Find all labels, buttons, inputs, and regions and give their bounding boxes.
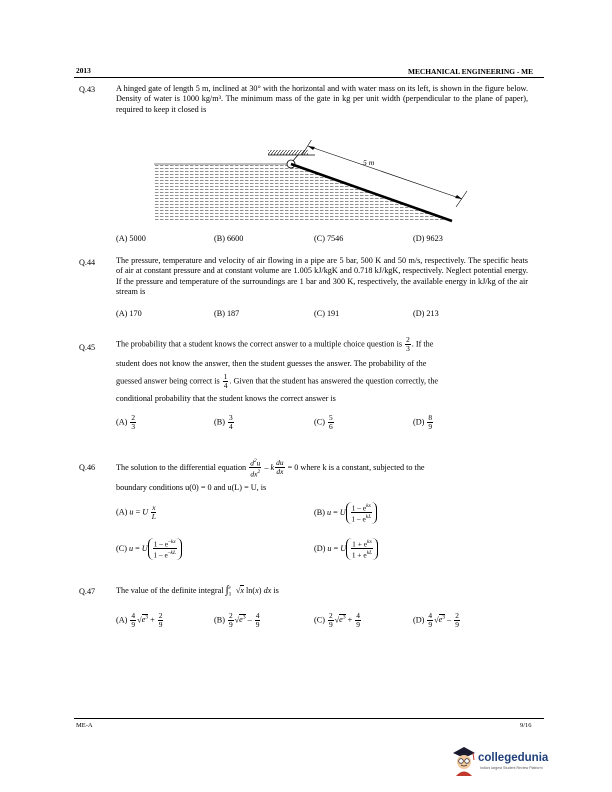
q45-option-a[interactable]: (A) $\frac{2}{3}$: [116, 413, 136, 431]
footer-rule: [74, 718, 544, 719]
q43-text: A hinged gate of length 5 m, inclined at 30° with the horizontal and with water mass on its left, is shown in the figure below. Density of water is 1000 kg/m³. The minimum mass of the gate in kg per unit width (perpendicular to the plane of paper), required to keep it closed is: [116, 84, 528, 114]
brand-tagline: India's largest Student Review Platform: [480, 766, 543, 770]
q46-option-b[interactable]: (B) u = U $\frac{1 - e^{kx}}{1 - e^{kL}}$: [314, 502, 377, 524]
q43-option-d[interactable]: (D) 9623: [413, 234, 443, 243]
q45-number: Q.45: [79, 343, 96, 352]
q44-number: Q.44: [79, 258, 96, 267]
q43-option-a[interactable]: (A) 5000: [116, 234, 146, 243]
q43-number: Q.43: [79, 85, 96, 94]
q45-line-3: guessed answer being correct is $\frac{1}{4}$ . Given that the student has answered the question correctly, the: [116, 372, 439, 390]
header-rule: [74, 77, 544, 78]
q46-option-d[interactable]: (D) u = U $\frac{1 + e^{kx}}{1 + e^{kL}}$: [314, 538, 378, 560]
q45-option-c[interactable]: (C) $\frac{5}{6}$: [314, 413, 333, 431]
q45-line-2: student does not know the answer, then the student guesses the answer. The probability of the: [116, 359, 427, 368]
footer-left: ME-A: [76, 722, 93, 729]
q45-option-b[interactable]: (B) $\frac{3}{4}$: [214, 413, 233, 431]
q47-integral: ∫: [225, 584, 229, 596]
q47-line-1: The value of the definite integral $\int_1^e$ √x ln(x) dx is: [116, 584, 279, 598]
q43-gate-figure: [150, 140, 480, 230]
q44-text: The pressure, temperature and velocity of air flowing in a pipe are 5 bar, 500 K and 50 m/s, respectively. The specific heats of air at constant pressure and at constant volume are 1.005 kJ/kgK and 0.718 kJ/kgK, respectively. Neglect potential energy. If the pressure and temperature of the surroundings are 1 bar and 300 K, respectively, the available energy in kJ/kg of the air stream is: [116, 256, 528, 297]
header-year: 2013: [76, 66, 91, 75]
q45-line-1: The probability that a student knows the correct answer to a multiple choice question is $\frac{2}{3}$ . If the: [116, 335, 434, 353]
q47-option-d[interactable]: (D) $\frac{4}{9}$ $√e^3$ – $\frac{2}{9}$: [413, 611, 459, 629]
q46-option-a[interactable]: (A) u = U $\frac{x}{L}$: [116, 503, 156, 521]
q45-fraction-two-thirds: $\frac{2}{3}$: [406, 335, 410, 353]
student-mascot-icon: [449, 745, 479, 777]
q46-second-derivative: $\frac{d^2u}{dx^2}$: [250, 458, 261, 479]
q45-fraction-one-quarter: $\frac{1}{4}$: [223, 372, 228, 390]
q44-option-a[interactable]: (A) 170: [116, 309, 142, 318]
hinge-support: [268, 150, 308, 155]
q46-option-c[interactable]: (C) u = U $\frac{1 - e^{-kx}}{1 - e^{-kL}}$: [116, 538, 182, 560]
q47-number: Q.47: [79, 587, 96, 596]
q46-number: Q.46: [79, 463, 96, 472]
q46-first-derivative: $\frac{du}{dx}$: [276, 458, 284, 477]
q45-line-4: conditional probability that the student knows the correct answer is: [116, 394, 336, 403]
q43-dimension-label: 5 m: [363, 158, 375, 167]
q47-option-a[interactable]: (A) $\frac{4}{9}$ $√e^3$ + $\frac{2}{9}$: [116, 611, 163, 629]
q45-option-d[interactable]: (D) $\frac{8}{9}$: [413, 413, 433, 431]
q47-option-b[interactable]: (B) $\frac{2}{9}$ $√e^3$ – $\frac{4}{9}$: [214, 611, 260, 629]
brand-name: collegedunia: [478, 752, 549, 764]
q47-option-c[interactable]: (C) $\frac{2}{9}$ $√e^3$ + $\frac{4}{9}$: [314, 611, 360, 629]
q44-option-b[interactable]: (B) 187: [214, 309, 240, 318]
brand-logo: [449, 745, 549, 777]
water-body: [154, 164, 454, 221]
header-paper-title: MECHANICAL ENGINEERING - ME: [408, 67, 534, 76]
q46-line-1: The solution to the differential equation $\frac{d^2u}{dx^2}$ – k $\frac{du}{dx}$ = 0 where k is a constant, subjected to the: [116, 458, 425, 479]
footer-page-number: 9/16: [520, 722, 532, 729]
q44-option-d[interactable]: (D) 213: [413, 309, 439, 318]
q44-option-c[interactable]: (C) 191: [314, 309, 340, 318]
q46-line-2: boundary conditions u(0) = 0 and u(L) = U, is: [116, 483, 267, 492]
q43-option-c[interactable]: (C) 7546: [314, 234, 344, 243]
q43-option-b[interactable]: (B) 6600: [214, 234, 244, 243]
